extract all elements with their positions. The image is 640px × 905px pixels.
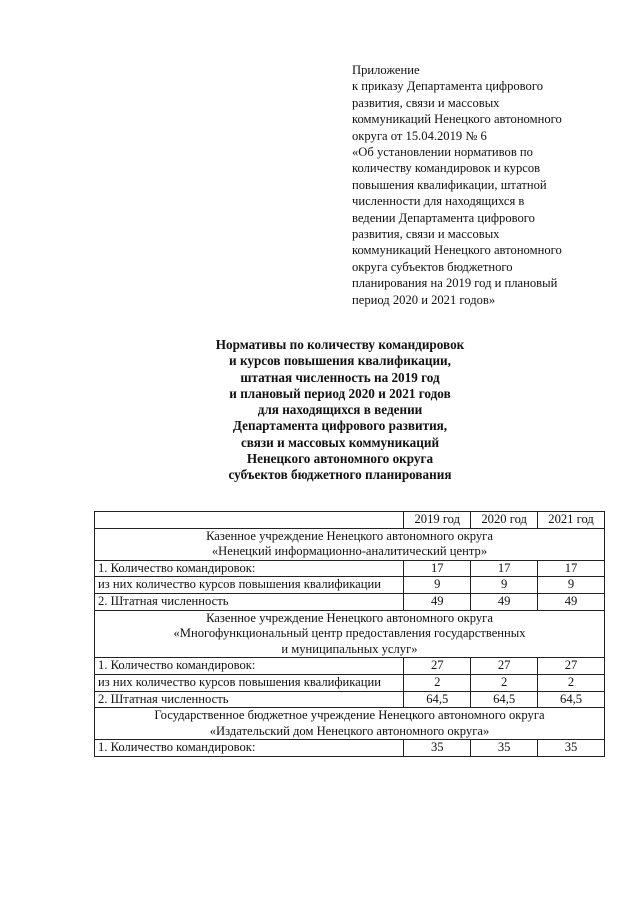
value-cell: 17 [471, 560, 538, 577]
appendix-line: округа субъектов бюджетного [352, 259, 513, 274]
value-cell: 64,5 [404, 691, 471, 708]
value-cell: 64,5 [538, 691, 605, 708]
value-cell: 49 [404, 593, 471, 610]
title-line: и плановый период 2020 и 2021 годов [229, 385, 451, 401]
table-row [95, 674, 605, 691]
value-cell: 49 [471, 593, 538, 610]
value-cell: 27 [471, 658, 538, 675]
institution-name [95, 528, 605, 560]
institution-name-line: Казенное учреждение Ненецкого автономного округа [206, 528, 493, 543]
appendix-line: округа от 15.04.2019 № 6 [352, 128, 487, 143]
value-cell: 35 [471, 740, 538, 757]
year-header: 2020 год [471, 512, 538, 529]
appendix-line: численности для находящихся в [352, 194, 525, 209]
title-line: для находящихся в ведении [257, 402, 423, 418]
appendix-line: развития, связи и массовых [352, 95, 500, 110]
appendix-line: коммуникаций Ненецкого автономного [352, 243, 562, 258]
title-line: Ненецкого автономного округа [246, 451, 434, 467]
institution-name [95, 708, 605, 740]
row-label: 2. Штатная численность [95, 593, 404, 610]
header-empty-cell [95, 512, 404, 529]
table-row [95, 740, 605, 757]
institution-name-line: «Ненецкий информационно-аналитический центр» [211, 544, 488, 559]
value-cell: 27 [404, 658, 471, 675]
institution-name-line: Государственное бюджетное учреждение Ненецкого автономного округа [154, 708, 545, 723]
value-cell: 2 [404, 674, 471, 691]
table-header-row [95, 512, 605, 529]
institution-row [95, 708, 605, 740]
appendix-line: Приложение [352, 63, 420, 77]
institution-name-line: Казенное учреждение Ненецкого автономного округа [206, 610, 493, 625]
row-label: из них количество курсов повышения квалификации [95, 577, 404, 594]
value-cell: 35 [538, 740, 605, 757]
document-title [150, 337, 530, 484]
title-line: связи и массовых коммуникаций [240, 434, 440, 450]
appendix-line: развития, связи и массовых [352, 227, 500, 242]
value-cell: 27 [538, 658, 605, 675]
institution-name-line: «Издательский дом Ненецкого автономного округа» [209, 723, 490, 738]
appendix-line: к приказу Департамента цифрового [352, 79, 543, 94]
title-line: Нормативы по количеству командировок [215, 337, 465, 352]
value-cell: 9 [538, 577, 605, 594]
row-label: 1. Количество командировок: [95, 740, 404, 757]
title-line: и курсов повышения квалификации, [229, 353, 451, 369]
appendix-line: ведении Департамента цифрового [352, 210, 535, 225]
institution-name-line: «Многофункциональный центр предоставления государственных [173, 626, 526, 641]
appendix-header [352, 62, 612, 308]
row-label: 2. Штатная численность [95, 691, 404, 708]
appendix-line: коммуникаций Ненецкого автономного [352, 112, 562, 127]
institution-row [95, 610, 605, 658]
value-cell: 17 [538, 560, 605, 577]
value-cell: 2 [471, 674, 538, 691]
value-cell: 49 [538, 593, 605, 610]
value-cell: 35 [404, 740, 471, 757]
row-label: из них количество курсов повышения квалификации [95, 674, 404, 691]
institution-row [95, 528, 605, 560]
year-header: 2021 год [538, 512, 605, 529]
year-header: 2019 год [404, 512, 471, 529]
institution-name [95, 610, 605, 658]
title-line: субъектов бюджетного планирования [228, 467, 452, 483]
table-row [95, 577, 605, 594]
table-row [95, 560, 605, 577]
value-cell: 17 [404, 560, 471, 577]
norms-table [94, 511, 605, 757]
value-cell: 9 [471, 577, 538, 594]
row-label: 1. Количество командировок: [95, 560, 404, 577]
table-row [95, 593, 605, 610]
row-label: 1. Количество командировок: [95, 658, 404, 675]
value-cell: 9 [404, 577, 471, 594]
institution-name-line: и муниципальных услуг» [281, 641, 418, 656]
table-row [95, 658, 605, 675]
title-line: штатная численность на 2019 год [240, 369, 440, 385]
appendix-line: планирования на 2019 год и плановый [352, 276, 558, 291]
appendix-line: повышения квалификации, штатной [352, 177, 547, 192]
value-cell: 64,5 [471, 691, 538, 708]
appendix-line: период 2020 и 2021 годов» [352, 292, 496, 307]
appendix-line: количеству командировок и курсов [352, 161, 541, 176]
appendix-line: «Об установлении нормативов по [352, 145, 533, 160]
title-line: Департамента цифрового развития, [232, 418, 448, 434]
table-row [95, 691, 605, 708]
value-cell: 2 [538, 674, 605, 691]
